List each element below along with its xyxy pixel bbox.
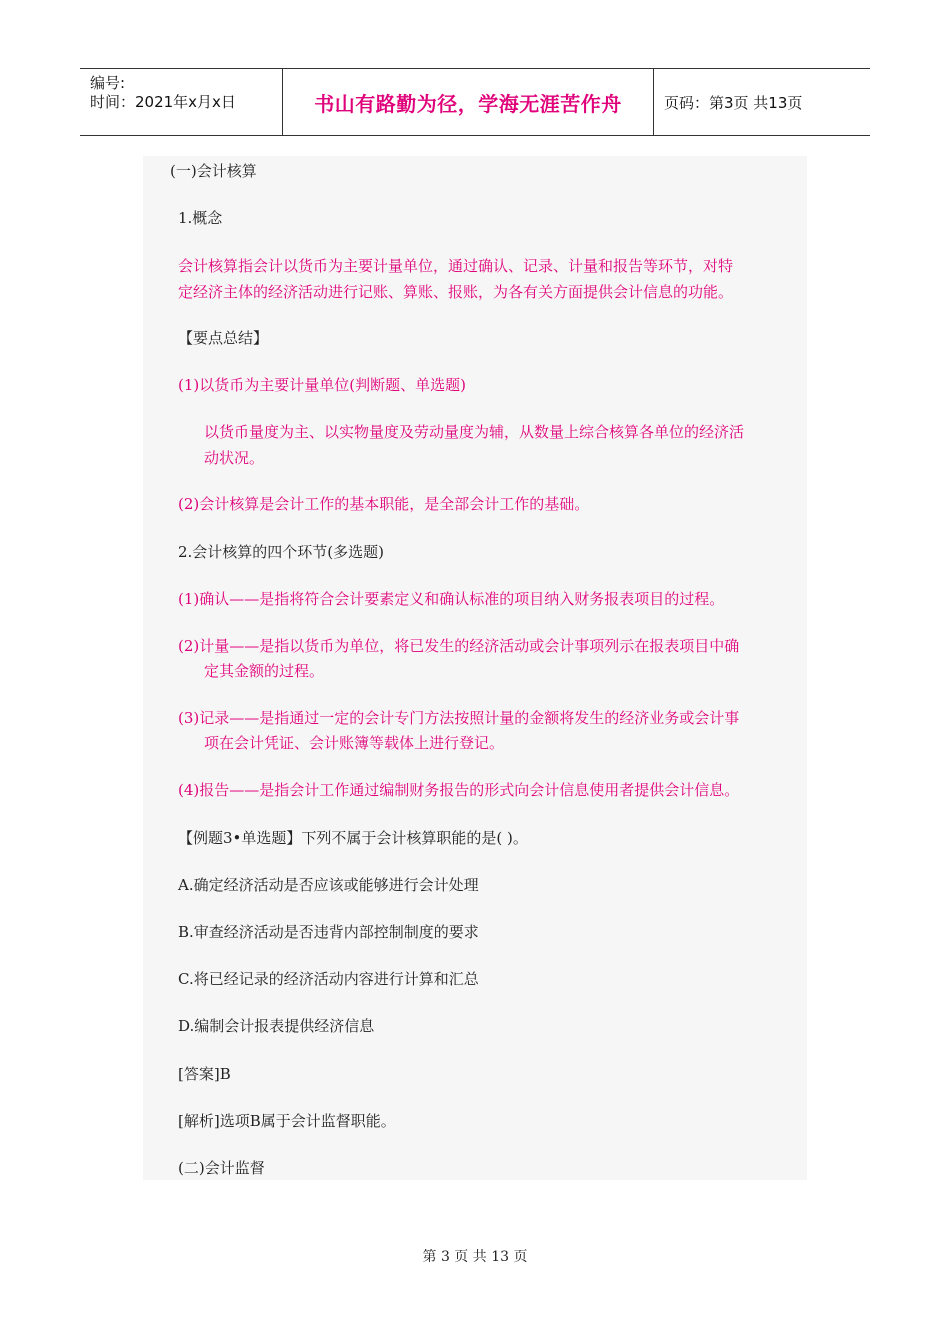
analysis: [解析]选项B属于会计监督职能。 bbox=[178, 1112, 396, 1130]
point-title: (1)以货币为主要计量单位(判断题、单选题) bbox=[178, 376, 466, 394]
paragraph-line: 定经济主体的经济活动进行记账、算账、报账，为各有关方面提供会计信息的功能。 bbox=[178, 283, 734, 301]
page-footer: 第 3 页 共 13 页 bbox=[422, 1249, 528, 1265]
subsection-title: 1.概念 bbox=[178, 209, 223, 227]
point-item: (2)会计核算是会计工作的基本职能，是全部会计工作的基础。 bbox=[178, 495, 590, 513]
paragraph-line: 以货币量度为主、以实物量度及劳动量度为辅，从数量上综合核算各单位的经济活 bbox=[204, 423, 745, 441]
subsection-title: 2.会计核算的四个环节(多选题) bbox=[178, 543, 385, 561]
section-title: (一)会计核算 bbox=[170, 162, 257, 180]
code-label: 编号: bbox=[90, 74, 126, 92]
header-motto: 书山有路勤为径，学海无涯苦作舟 bbox=[314, 91, 622, 116]
step-item: (1)确认——是指将符合会计要素定义和确认标准的项目纳入财务报表项目的过程。 bbox=[178, 590, 725, 608]
page-header bbox=[80, 68, 870, 136]
paragraph-line: 动状况。 bbox=[204, 449, 265, 467]
header-meta bbox=[80, 69, 282, 135]
option-c: C.将已经记录的经济活动内容进行计算和汇总 bbox=[178, 970, 479, 988]
summary-heading: 【要点总结】 bbox=[178, 329, 269, 347]
option-b: B.审查经济活动是否违背内部控制制度的要求 bbox=[178, 923, 479, 941]
step-item: (4)报告——是指会计工作通过编制财务报告的形式向会计信息使用者提供会计信息。 bbox=[178, 781, 740, 799]
option-d: D.编制会计报表提供经济信息 bbox=[178, 1017, 375, 1035]
section-title: (二)会计监督 bbox=[178, 1159, 265, 1177]
example-question: 【例题3•单选题】下列不属于会计核算职能的是( )。 bbox=[178, 829, 528, 847]
time-label: 时间：2021年x月x日 bbox=[90, 93, 236, 111]
paragraph-line: 会计核算指会计以货币为主要计量单位，通过确认、记录、计量和报告等环节，对特 bbox=[178, 257, 734, 275]
option-a: A.确定经济活动是否应该或能够进行会计处理 bbox=[178, 876, 479, 894]
answer: [答案]B bbox=[178, 1065, 231, 1083]
header-page-info: 页码：第3页 共13页 bbox=[664, 93, 803, 112]
step-item-cont: 定其金额的过程。 bbox=[204, 662, 325, 680]
step-item: (2)计量——是指以货币为单位，将已发生的经济活动或会计事项列示在报表项目中确 bbox=[178, 637, 740, 655]
step-item-cont: 项在会计凭证、会计账簿等载体上进行登记。 bbox=[204, 734, 505, 752]
step-item: (3)记录——是指通过一定的会计专门方法按照计量的金额将发生的经济业务或会计事 bbox=[178, 709, 740, 727]
